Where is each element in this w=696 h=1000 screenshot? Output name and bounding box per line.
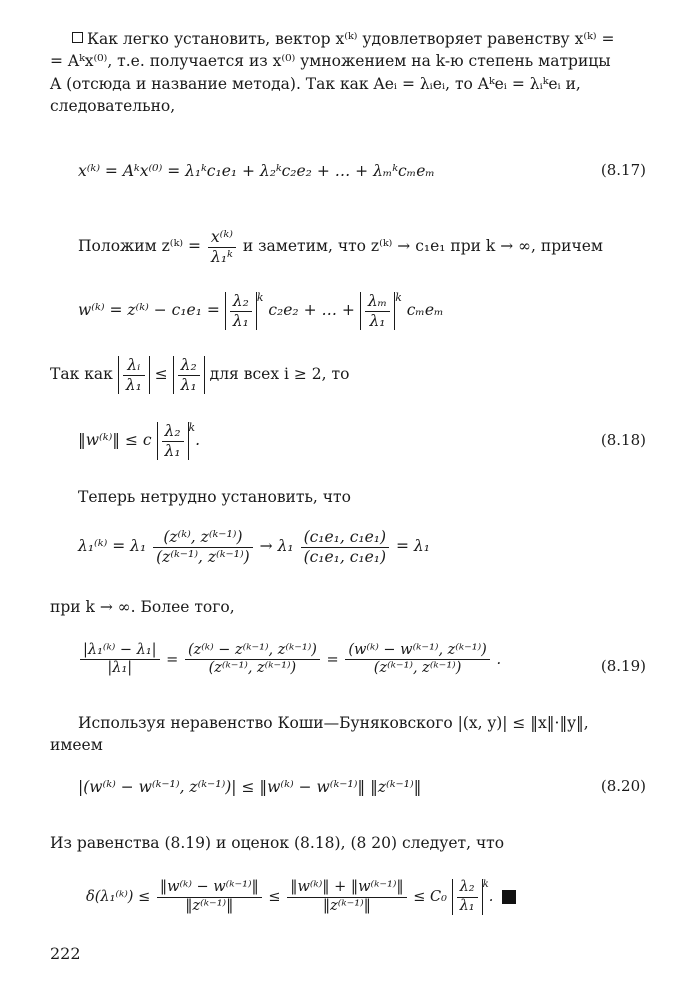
paragraph-intro [50, 28, 646, 118]
equation-w-definition [78, 290, 444, 330]
eq819-end: . [496, 651, 502, 668]
eq-w-f2-num: λₘ [365, 292, 390, 312]
condition-suffix: для всех i ≥ 2, то [209, 365, 350, 384]
paragraph-moreover: при k → ∞. Более того, [50, 598, 235, 616]
paragraph-now-easy: Теперь нетрудно установить, что [78, 488, 351, 506]
final-abs [452, 879, 483, 915]
define-z-frac-den: λ₁ᵏ [211, 247, 233, 266]
condition-f1-num: λᵢ [123, 356, 145, 376]
final-f1-num: ‖w⁽ᵏ⁾ − w⁽ᵏ⁻¹⁾‖ [157, 879, 262, 897]
final-f2 [287, 879, 406, 915]
eq818-end: . [195, 431, 201, 449]
condition-prefix: Так как [50, 365, 113, 384]
paragraph-cauchy-line1: Используя неравенство Коши—Буняковского |(x, y)| ≤ ‖x‖·‖y‖, [78, 714, 589, 732]
equation-8-19: $\frac{\text{|λ₁⁽ᵏ⁾ − λ₁|}}{\text{|λ₁|}}$ = $\frac{\text{(z⁽ᵏ⁾ − z⁽ᵏ⁻¹⁾, z⁽ᵏ⁻¹⁾)}}{\text{(z⁽ᵏ⁻¹⁾, z⁽ᵏ⁻¹⁾)}}$ = $\frac{\text{(w⁽ᵏ⁾ − w⁽ᵏ⁻¹⁾, z⁽ᵏ⁻¹⁾)}}{\text{(z⁽ᵏ⁻¹⁾, z⁽ᵏ⁻¹⁾)}}$ . [78, 642, 501, 678]
eq-w-lhs: w⁽ᵏ⁾ = z⁽ᵏ⁾ − c₁e₁ = [78, 301, 220, 319]
eq-w-f1-num: λ₂ [230, 292, 252, 312]
condition-f1-den: λ₁ [125, 375, 142, 394]
final-f3-num: λ₂ [457, 879, 478, 897]
eq819-f1-den: |λ₁| [107, 660, 133, 677]
paragraph-intro-line3: A (отсюда и название метода). Так как Aeᵢ = λᵢeᵢ, то Aᵏeᵢ = λᵢᵏeᵢ и, [50, 74, 581, 93]
paragraph-conclusion: Из равенства (8.19) и оценок (8.18), (8 20) следует, что [50, 834, 505, 852]
eq-w-pow1: k [256, 291, 264, 304]
paragraph-intro-line4: следовательно, [50, 97, 176, 116]
define-z-fraction [208, 228, 236, 266]
eq819-f3-den: (z⁽ᵏ⁻¹⁾, z⁽ᵏ⁻¹⁾) [373, 660, 462, 677]
final-lhs: δ(λ₁⁽ᵏ⁾) ≤ [86, 889, 151, 905]
equation-number-8-17: (8.17) [600, 161, 646, 179]
eq-w-pow2: k [395, 291, 402, 304]
eq-lambda-f2 [301, 528, 390, 566]
final-f1-den: ‖z⁽ᵏ⁻¹⁾‖ [185, 897, 234, 914]
equation-8-17: x⁽ᵏ⁾ = Aᵏx⁽⁰⁾ = λ₁ᵏc₁e₁ + λ₂ᵏc₂e₂ + … + λₘᵏcₘeₘ [78, 162, 435, 180]
final-end: . [488, 889, 494, 905]
eq819-f3-num: (w⁽ᵏ⁾ − w⁽ᵏ⁻¹⁾, z⁽ᵏ⁻¹⁾) [345, 642, 490, 660]
qed-square-icon [502, 890, 516, 904]
final-f2-num: ‖w⁽ᵏ⁾‖ + ‖w⁽ᵏ⁻¹⁾‖ [287, 879, 406, 897]
equation-number-8-18: (8.18) [600, 431, 646, 449]
eq-w-mid: c₂e₂ + … + [268, 301, 355, 319]
eq818-pow: k [188, 421, 196, 434]
eq-w-tail: cₘeₘ [406, 301, 444, 319]
final-pow: k [482, 879, 489, 890]
eq-w-abs2 [360, 292, 395, 330]
eq-lambda-lhs: λ₁⁽ᵏ⁾ = λ₁ [78, 537, 147, 556]
equation-lambda-convergence [78, 528, 430, 566]
equation-number-8-20: (8.20) [600, 777, 646, 795]
eq-w-f2-den: λ₁ [369, 311, 386, 330]
eq819-f1-num: |λ₁⁽ᵏ⁾ − λ₁| [80, 642, 160, 660]
equation-8-18 [78, 420, 200, 460]
eq819-f2-den: (z⁽ᵏ⁻¹⁾, z⁽ᵏ⁻¹⁾) [208, 660, 297, 677]
eq-w-abs1 [225, 292, 257, 330]
eq-lambda-f1-den: (z⁽ᵏ⁻¹⁾, z⁽ᵏ⁻¹⁾) [156, 547, 250, 566]
paragraph-cauchy-line2: имеем [50, 736, 103, 755]
paragraph-cauchy [50, 712, 646, 757]
condition-abs2 [173, 356, 205, 394]
final-rel: ≤ [268, 889, 281, 905]
define-z-suffix: и заметим, что z⁽ᵏ⁾ → c₁e₁ при k → ∞, причем [242, 237, 603, 256]
paragraph-intro-line1: Как легко установить, вектор x⁽ᵏ⁾ удовлетворяет равенству x⁽ᵏ⁾ = [87, 30, 615, 48]
final-rel2: ≤ C₀ [413, 889, 447, 905]
equation-8-20: |(w⁽ᵏ⁾ − w⁽ᵏ⁻¹⁾, z⁽ᵏ⁻¹⁾)| ≤ ‖w⁽ᵏ⁾ − w⁽ᵏ⁻¹⁾‖ ‖z⁽ᵏ⁻¹⁾‖ [78, 778, 422, 796]
eq-lambda-rhs: = λ₁ [396, 537, 430, 556]
eq819-f1 [80, 642, 160, 678]
eq818-lhs: ‖w⁽ᵏ⁾‖ ≤ c [78, 431, 152, 449]
define-z-prefix: Положим z⁽ᵏ⁾ = [78, 237, 201, 256]
condition-abs1 [118, 356, 150, 394]
equation-final-estimate [86, 878, 516, 915]
paragraph-intro-line2: = Aᵏx⁽⁰⁾, т.е. получается из x⁽⁰⁾ умножением на k-ю степень матрицы [50, 52, 611, 71]
final-f1 [157, 879, 262, 915]
eq-lambda-f2-den: (c₁e₁, c₁e₁) [303, 547, 387, 566]
eq819-f2-num: (z⁽ᵏ⁾ − z⁽ᵏ⁻¹⁾, z⁽ᵏ⁻¹⁾) [185, 642, 320, 660]
eq819-f3 [345, 642, 490, 678]
condition-f2-den: λ₁ [180, 375, 197, 394]
eq818-f-den: λ₁ [164, 441, 181, 460]
condition-rel: ≤ [154, 365, 168, 384]
eq818-f-num: λ₂ [162, 422, 184, 442]
paragraph-define-z [78, 228, 603, 266]
equation-number-8-19: (8.19) [600, 657, 646, 675]
condition-f2-num: λ₂ [178, 356, 200, 376]
proof-start-box-icon [72, 32, 83, 43]
page-number: 222 [50, 944, 81, 963]
define-z-frac-num: x⁽ᵏ⁾ [208, 228, 236, 248]
eq818-abs [157, 422, 189, 460]
eq-lambda-arrow: → λ₁ [259, 537, 294, 556]
final-f3-den: λ₁ [459, 897, 475, 914]
book-page [50, 0, 646, 1000]
final-f2-den: ‖z⁽ᵏ⁻¹⁾‖ [322, 897, 371, 914]
eq-lambda-f1 [153, 528, 253, 566]
eq-lambda-f1-num: (z⁽ᵏ⁾, z⁽ᵏ⁻¹⁾) [153, 528, 253, 548]
eq-lambda-f2-num: (c₁e₁, c₁e₁) [301, 528, 390, 548]
paragraph-condition [50, 356, 349, 394]
eq819-f2 [185, 642, 320, 678]
eq-w-f1-den: λ₁ [232, 311, 249, 330]
